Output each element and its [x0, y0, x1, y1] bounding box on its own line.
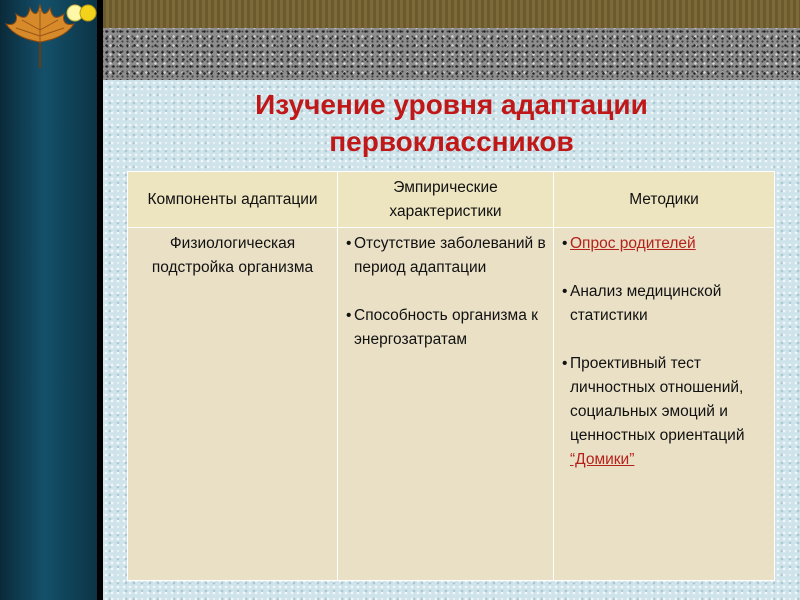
top-band	[103, 0, 800, 28]
list-item	[560, 280, 768, 328]
method-text: Проективный тест личностных отношений, социальных эмоций и ценностных ориентаций	[570, 355, 745, 444]
pattern-band	[103, 28, 800, 80]
header-characteristics: Эмпирические характеристики	[338, 172, 554, 228]
bullet-icon: •	[562, 355, 568, 372]
domiki-test-link[interactable]: “Домики”	[570, 451, 635, 468]
header-methods: Методики	[554, 172, 775, 228]
parents-survey-link[interactable]: Опрос родителей	[570, 235, 696, 252]
bullet-icon: •	[562, 283, 568, 300]
side-panel	[0, 0, 97, 600]
adaptation-table	[127, 171, 775, 581]
list-item	[344, 232, 547, 280]
table-header-row	[128, 172, 775, 228]
title-line-2: первоклассников	[329, 126, 574, 157]
method-text: Анализ медицинской статистики	[570, 283, 722, 324]
characteristic-text: Отсутствие заболеваний в период адаптации	[354, 235, 546, 276]
characteristics-cell	[338, 228, 554, 581]
header-components: Компоненты адаптации	[128, 172, 338, 228]
list-item	[560, 232, 768, 256]
bullet-icon: •	[562, 235, 568, 252]
title-line-1: Изучение уровня адаптации	[255, 89, 648, 120]
characteristics-list	[344, 232, 547, 352]
component-cell: Физиологическая подстройка организма	[128, 228, 338, 581]
characteristic-text: Способность организма к энергозатратам	[354, 307, 538, 348]
table-row	[128, 228, 775, 581]
slide-title	[103, 86, 800, 160]
yellow-circles-icon	[66, 3, 100, 23]
list-item	[560, 352, 768, 472]
bullet-icon: •	[346, 307, 352, 324]
list-item	[344, 304, 547, 352]
methods-cell	[554, 228, 775, 581]
bullet-icon: •	[346, 235, 352, 252]
methods-list	[560, 232, 768, 472]
